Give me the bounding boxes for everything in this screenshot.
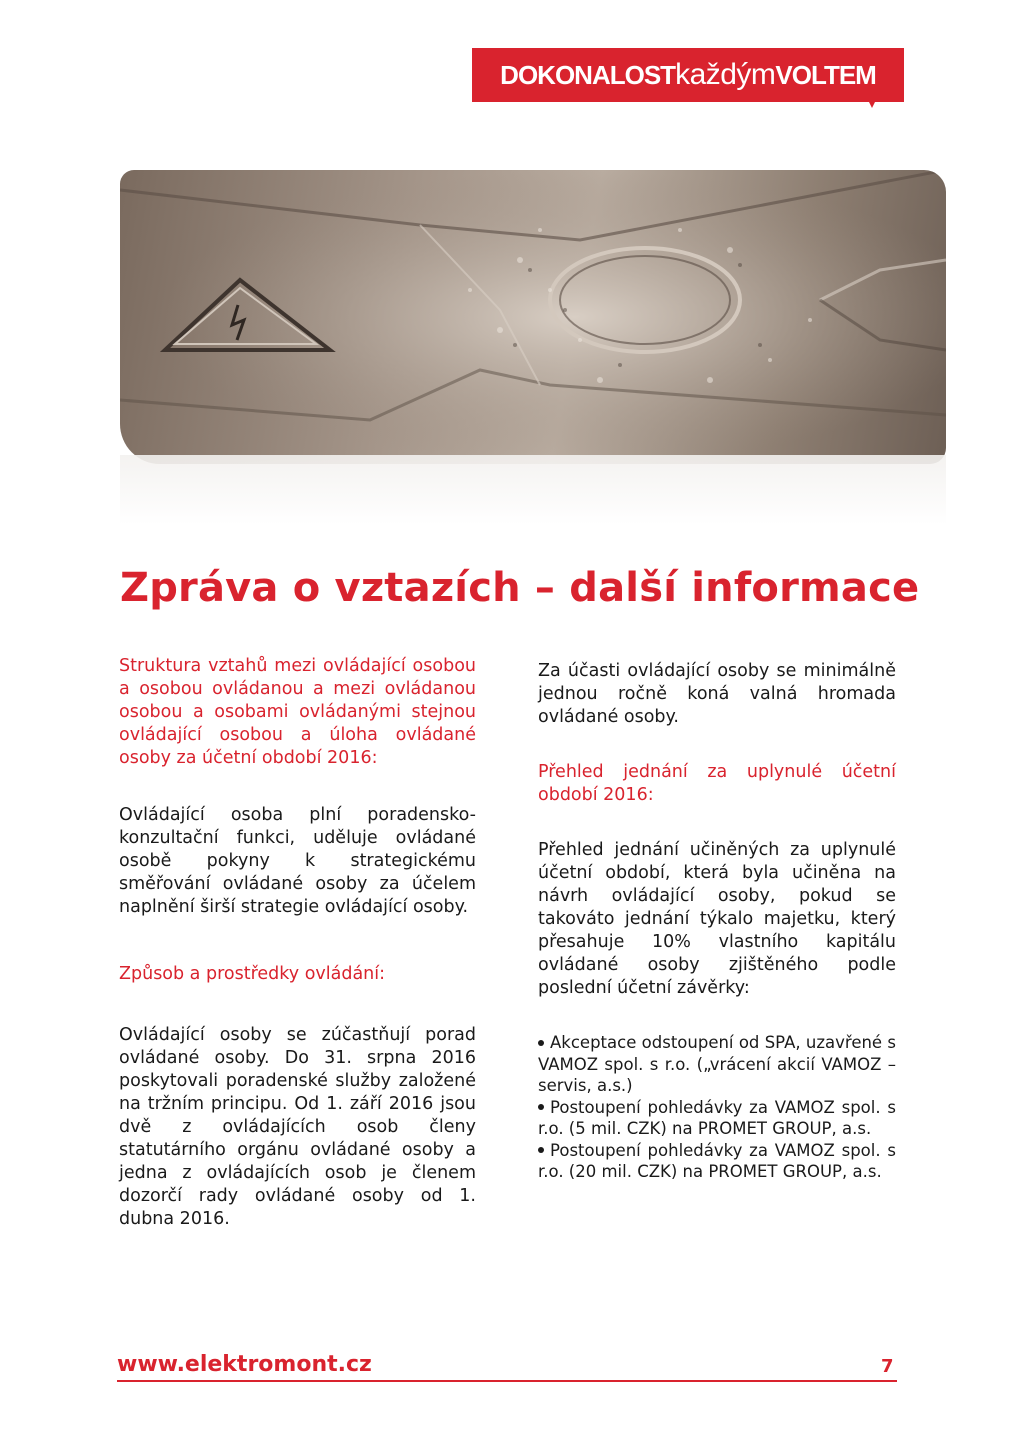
overview-heading: Přehled jednání za uplynulé účetní období 2016: bbox=[538, 762, 896, 805]
photo-reflection bbox=[120, 455, 946, 525]
brand-text-right: VOLTEM bbox=[775, 59, 876, 90]
list-item-text: Akceptace odstoupení od SPA, uzavřené s VAMOZ spol. s r.o. („vrácení akcií VAMOZ – servis, a.s.) bbox=[538, 1033, 896, 1095]
footer-divider bbox=[117, 1380, 897, 1382]
brand-text-left: DOKONALOST bbox=[500, 59, 676, 90]
left-paragraph-1: Ovládající osoba plní poradensko-konzultační funkci, uděluje ovládané osobě pokyny k strategickému směřování ovládané osoby za účelem naplnění širší strategie ovládající osoby. bbox=[119, 805, 476, 917]
bullet-list bbox=[538, 1032, 896, 1183]
bullet-icon bbox=[538, 1147, 544, 1153]
list-item-text: Postoupení pohledávky za VAMOZ spol. s r.o. (20 mil. CZK) na PROMET GROUP, a.s. bbox=[538, 1140, 896, 1181]
bullet-icon bbox=[538, 1104, 544, 1110]
list-item bbox=[538, 1097, 896, 1140]
brand-text-mid: každým bbox=[675, 58, 776, 91]
control-means-heading: Způsob a prostředky ovládání: bbox=[119, 964, 386, 984]
page-title: Zpráva o vztazích – další informace bbox=[120, 565, 920, 611]
page-number: 7 bbox=[881, 1356, 894, 1377]
left-paragraph-2: Ovládající osoby se zúčastňují porad ovládané osoby. Do 31. srpna 2016 poskytovali poradenské služby založené na tržním principu. Od 1. září 2016 jsou dvě z ovládajících osob členy statutárního orgánu ovládané osoby a jedna z ovládajících osob je členem dozorčí rady ovládané osoby od 1. dubna 2016. bbox=[119, 1025, 476, 1229]
hero-photo bbox=[120, 170, 946, 464]
brand-banner bbox=[472, 48, 904, 102]
metal-plate-illustration bbox=[120, 170, 946, 464]
list-item-text: Postoupení pohledávky za VAMOZ spol. s r.o. (5 mil. CZK) na PROMET GROUP, a.s. bbox=[538, 1097, 896, 1138]
right-paragraph-1: Za účasti ovládající osoby se minimálně jednou ročně koná valná hromada ovládané osoby. bbox=[538, 661, 896, 727]
list-item bbox=[538, 1140, 896, 1183]
brand-tick bbox=[868, 100, 876, 108]
left-column bbox=[119, 655, 476, 1231]
right-paragraph-2: Přehled jednání učiněných za uplynulé účetní období, která byla učiněna na návrh ovládající osoby, pokud se takováto jednání týkalo majetku, který přesahuje 10% vlastního kapitálu ovládané osoby zjištěného podle poslední účetní závěrky: bbox=[538, 840, 896, 998]
footer-website-link[interactable]: www.elektromont.cz bbox=[117, 1352, 372, 1377]
intro-heading: Struktura vztahů mezi ovládající osobou a osobou ovládanou a mezi ovládanou osobou a osobami ovládanými stejnou ovládající osobou a úloha ovládané osoby za účetní období 2016: bbox=[119, 656, 476, 768]
right-column bbox=[538, 660, 896, 1183]
bullet-icon bbox=[538, 1040, 544, 1046]
list-item bbox=[538, 1032, 896, 1097]
